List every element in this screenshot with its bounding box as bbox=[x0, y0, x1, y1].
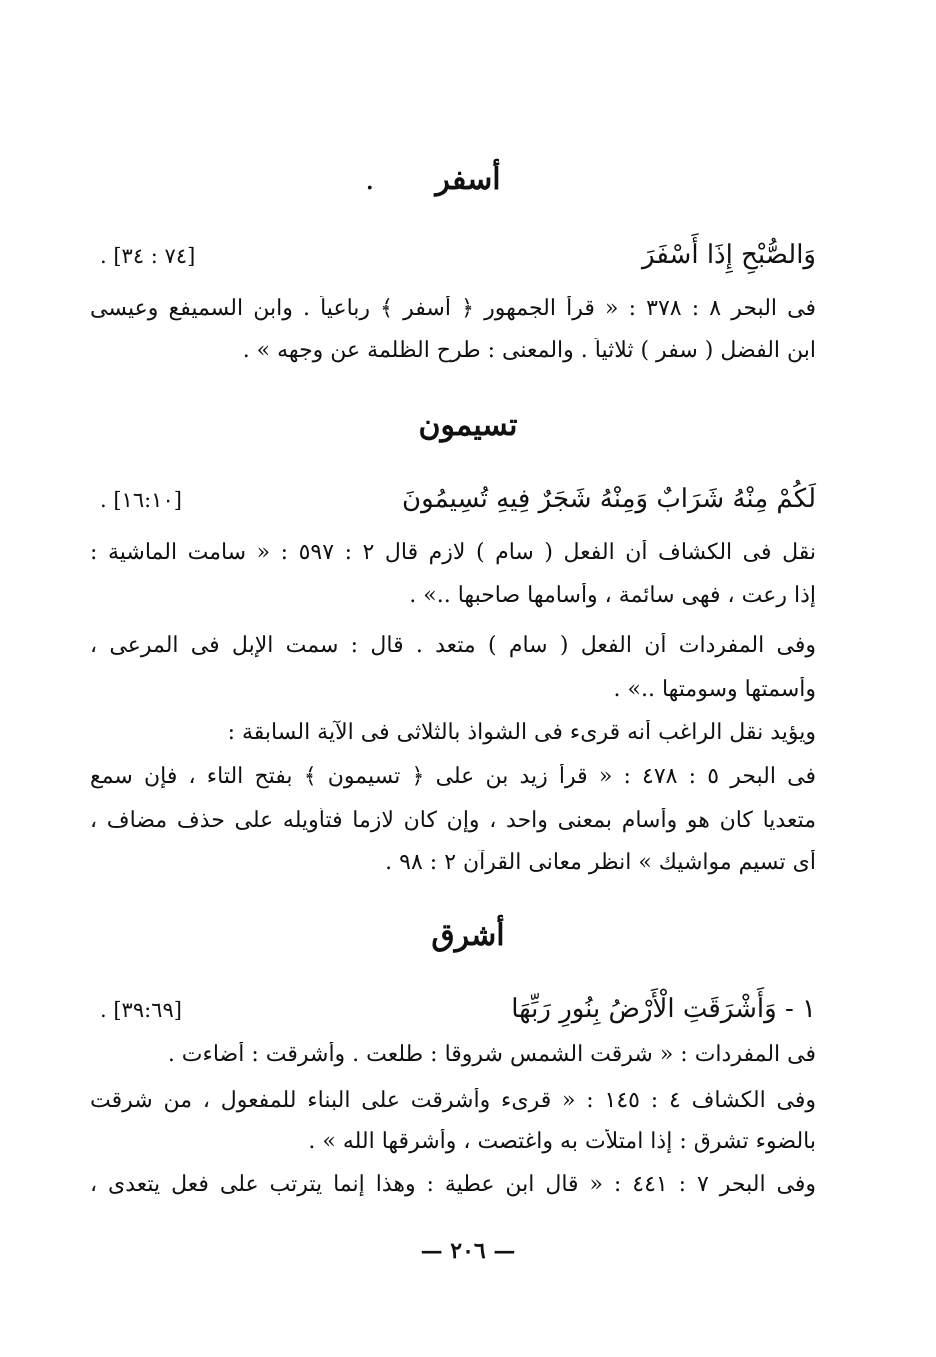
quran-verse: ١ - وَأَشْرَقَتِ الْأَرْضُ بِنُورِ رَبِّهَا bbox=[511, 994, 816, 1024]
heading-text: أسفر bbox=[435, 162, 501, 197]
quran-verse: وَالصُّبْحِ إِذَا أَسْفَرَ bbox=[642, 240, 816, 270]
commentary-line: نقل فى الكشاف أن الفعل ( سام ) لازم قال ٢ : ٥٩٧ : « سامت الماشية : bbox=[90, 540, 816, 565]
commentary-line: متعديا كان هو وأسام بمعنى واحد ، وإن كان لازما فتأويله على حذف مضاف ، bbox=[90, 808, 816, 833]
entry-heading-asfar bbox=[0, 162, 936, 197]
entry-heading-tusimun bbox=[0, 408, 936, 443]
commentary-line: فى البحر ٥ : ٤٧٨ : « قرأ زيد بن على ﴿ تسيمون ﴾ بفتح التاء ، فإن سمع bbox=[90, 764, 816, 789]
commentary-line: فى المفردات : « شرقت الشمس شروقا : طلعت . وأشرقت : أضاءت . bbox=[167, 1042, 816, 1067]
commentary-line: ابن الفضل ( سفر ) ثلاثياً . والمعنى : طرح الظلمة عن وجهه » . bbox=[242, 338, 816, 363]
entry-heading-ashraqa bbox=[0, 918, 936, 953]
commentary-line: وفى المفردات أن الفعل ( سام ) متعد . قال : سمت الإبل فى المرعى ، bbox=[90, 633, 816, 658]
commentary-line: وأسمتها وسومتها ..» . bbox=[613, 677, 816, 702]
commentary-line: بالضوء تشرق : إذا امتلأت به واغتصت ، وأشرقها الله » . bbox=[308, 1129, 816, 1154]
commentary-line: وفى البحر ٧ : ٤٤١ : « قال ابن عطية : وهذا إنما يترتب على فعل يتعدى ، bbox=[90, 1172, 816, 1197]
page-number: — ٢٠٦ — bbox=[420, 1238, 516, 1264]
commentary-line: ويؤيد نقل الراغب أنه قرىء فى الشواذ بالثلاثى فى الآية السابقة : bbox=[227, 720, 816, 745]
quran-verse-row bbox=[90, 240, 816, 280]
commentary-line: إذا رعت ، فهى سائمة ، وأسامها صاحبها ..» . bbox=[409, 583, 816, 608]
quran-verse-row bbox=[90, 994, 816, 1034]
verse-reference: [١٦:١٠] . bbox=[100, 488, 182, 512]
heading-text: تسيمون bbox=[418, 408, 518, 443]
quran-verse-row bbox=[90, 484, 816, 524]
heading-text: أشرق bbox=[431, 918, 505, 953]
heading-mark: . bbox=[365, 162, 375, 197]
commentary-line: فى البحر ٨ : ٣٧٨ : « قرأ الجمهور ﴿ أسفر ﴾ رباعياً . وابن السميفع وعيسى bbox=[90, 296, 816, 321]
quran-verse: لَكُمْ مِنْهُ شَرَابٌ وَمِنْهُ شَجَرٌ فِيهِ تُسِيمُونَ bbox=[402, 484, 816, 514]
verse-reference: [٧٤ : ٣٤] . bbox=[100, 244, 196, 268]
commentary-line: أى تسيم مواشيك » انظر معانى القرآن ٢ : ٩٨ . bbox=[385, 850, 816, 875]
commentary-line: وفى الكشاف ٤ : ١٤٥ : « قرىء وأشرقت على البناء للمفعول ، من شرقت bbox=[90, 1088, 816, 1113]
verse-reference: [٣٩:٦٩] . bbox=[100, 998, 182, 1022]
